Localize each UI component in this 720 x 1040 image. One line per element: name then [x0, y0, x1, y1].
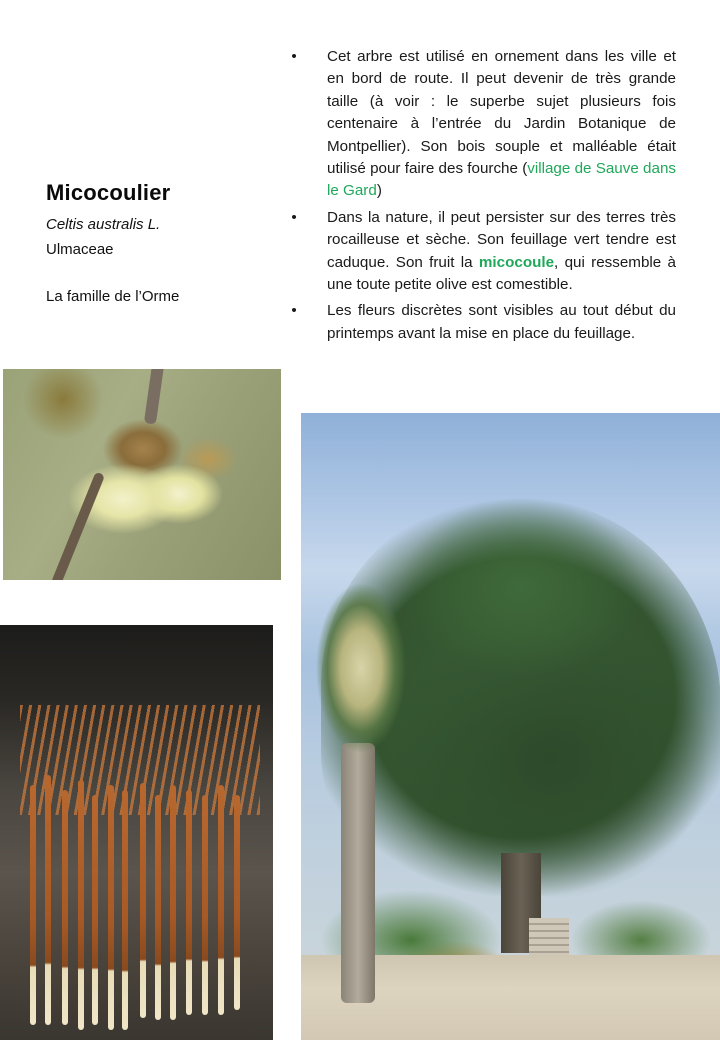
fork-stick	[155, 795, 161, 1020]
flower-photo	[3, 369, 281, 580]
highlight-location: village de Sauve dans le Gard	[327, 160, 676, 200]
branch-shape	[144, 369, 164, 425]
fork-stick	[234, 795, 240, 1010]
palm-trunk-shape	[341, 743, 375, 1003]
branch-shape	[51, 471, 105, 580]
fork-stick	[218, 785, 224, 1015]
species-name: Celtis australis L.	[46, 216, 161, 233]
fork-stick	[78, 780, 84, 1030]
bullet-text: Cet arbre est utilisé en ornement dans les ville et en bord de route. Il peut devenir de très grande taille (à voir : le superbe sujet plusieurs fois centenaire à l’entrée du Jardin Botanique de Montpellier). Son bois souple et malléable était utilisé pour faire des fourche (	[327, 48, 676, 178]
fork-stick	[186, 790, 192, 1015]
family-common-name: La famille de l’Orme	[46, 288, 180, 305]
highlight-fruit: micocoule	[478, 253, 555, 271]
fork-stick	[122, 790, 128, 1030]
list-item	[288, 46, 676, 203]
fork-stick	[92, 795, 98, 1025]
bullet-text-end: , qui ressemble à une toute petite olive est comestible.	[327, 253, 676, 294]
bullet-icon: •	[291, 208, 297, 226]
fork-stick	[202, 795, 208, 1015]
fork-stick	[170, 785, 176, 1020]
tree-photo	[301, 413, 720, 1040]
fork-stick	[140, 783, 146, 1018]
title-block	[46, 180, 276, 305]
bullet-icon: •	[291, 302, 297, 320]
page-title: Micocoulier	[46, 180, 171, 205]
list-item	[288, 300, 676, 345]
fork-stick	[108, 785, 114, 1030]
list-item	[288, 207, 676, 297]
bullet-text: Dans la nature, il peut persister sur des terres très rocailleuse et sèche. Son feuillage vert tendre est caduque. Son fruit la	[327, 208, 676, 271]
forks-photo	[0, 625, 273, 1040]
fork-stick	[62, 790, 68, 1025]
bullet-icon: •	[291, 48, 297, 65]
fork-stick	[45, 775, 51, 1025]
family-name: Ulmaceae	[46, 241, 114, 258]
bullet-text: Les fleurs discrètes sont visibles au tout début du printemps avant la mise en place du feuillage.	[327, 302, 676, 342]
description-list	[288, 46, 676, 349]
palm-head-shape	[316, 583, 406, 753]
fork-stick	[30, 785, 36, 1025]
bullet-text-end: )	[376, 182, 382, 200]
